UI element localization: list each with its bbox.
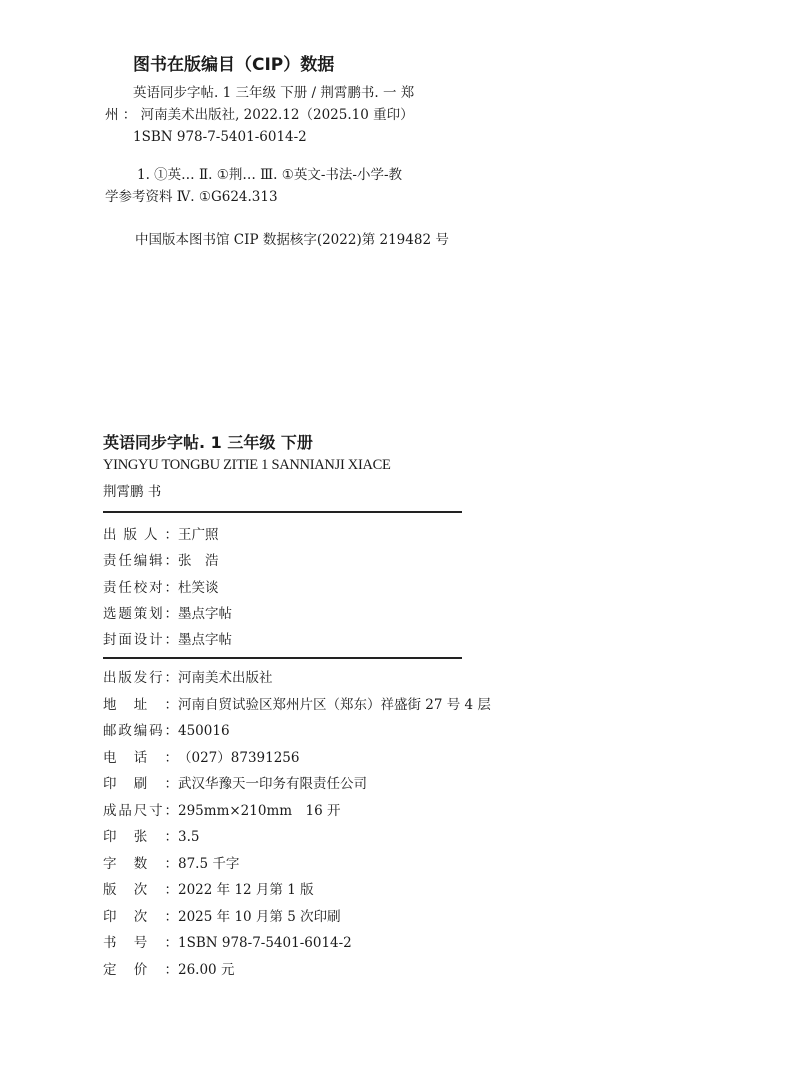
field-value: 3.5 (178, 829, 200, 845)
publication-row (103, 828, 199, 846)
cip-line: 1SBN 978-7-5401-6014-2 (133, 129, 307, 145)
field-label: 邮政编码： (103, 723, 178, 739)
field-value: 87.5 千字 (178, 855, 240, 872)
field-value: 1SBN 978-7-5401-6014-2 (178, 935, 352, 951)
field-label: 版次： (103, 882, 178, 898)
field-value: （027）87391256 (178, 749, 300, 766)
field-value: 295mm×210mm 16 开 (178, 802, 341, 819)
field-value: 河南自贸试验区郑州片区（郑东）祥盛街 27 号 4 层 (178, 696, 491, 713)
field-label: 书号： (103, 935, 178, 951)
publication-row (103, 722, 230, 740)
staff-row (103, 605, 232, 623)
book-pinyin: YINGYU TONGBU ZITIE 1 SANNIANJI XIACE (103, 457, 391, 473)
field-label: 选题策划： (103, 605, 178, 622)
field-value: 杜笑谈 (178, 579, 219, 596)
staff-row (103, 526, 219, 544)
field-label: 印刷： (103, 776, 178, 792)
cip-title: 图书在版编目（CIP）数据 (133, 55, 335, 75)
field-value: 26.00 元 (178, 961, 235, 978)
field-label: 出版人： (103, 527, 178, 543)
field-label: 成品尺寸： (103, 802, 178, 819)
field-value: 武汉华豫天一印务有限责任公司 (178, 776, 367, 792)
book-author: 荆霄鹏 书 (103, 484, 162, 500)
publication-row (103, 961, 234, 979)
field-value: 河南美术出版社 (178, 670, 273, 686)
cip-verification: 中国版本图书馆 CIP 数据核字(2022)第 219482 号 (135, 232, 449, 248)
field-value: 2022 年 12 月第 1 版 (178, 882, 314, 898)
book-title: 英语同步字帖. 1 三年级 下册 (103, 433, 313, 452)
field-label: 责任校对： (103, 579, 178, 596)
publication-row (103, 802, 341, 820)
cip-line: 英语同步字帖. 1 三年级 下册 / 荆霄鹏书. 一 郑 (133, 85, 415, 101)
cip-line: 1. ①英… Ⅱ. ①荆… Ⅲ. ①英文-书法-小学-教 (137, 167, 403, 183)
field-value: 王广照 (178, 527, 219, 543)
field-label: 责任编辑： (103, 553, 178, 570)
divider (103, 511, 462, 513)
field-label: 定价： (103, 961, 178, 978)
publication-row (103, 696, 491, 714)
cip-line: 州 ： 河南美术出版社, 2022.12（2025.10 重印） (105, 107, 414, 123)
publication-row (103, 775, 367, 793)
field-label: 印次： (103, 908, 178, 925)
field-label: 字数： (103, 855, 178, 872)
publication-row (103, 669, 273, 687)
field-label: 印张： (103, 829, 178, 845)
field-value: 450016 (178, 723, 230, 739)
field-value: 张 浩 (178, 553, 219, 570)
field-label: 电话： (103, 749, 178, 766)
publication-row (103, 749, 299, 767)
field-label: 地址： (103, 696, 178, 713)
divider (103, 657, 462, 659)
cip-line: 学参考资料 Ⅳ. ①G624.313 (105, 189, 278, 205)
staff-row (103, 552, 219, 570)
publication-row (103, 881, 314, 899)
publication-row (103, 934, 352, 952)
field-label: 封面设计： (103, 632, 178, 649)
field-value: 墨点字帖 (178, 632, 232, 649)
staff-row (103, 631, 232, 649)
publication-row (103, 855, 239, 873)
field-value: 墨点字帖 (178, 605, 232, 622)
field-label: 出版发行： (103, 670, 178, 686)
staff-row (103, 579, 219, 597)
field-value: 2025 年 10 月第 5 次印刷 (178, 908, 341, 925)
publication-row (103, 908, 341, 926)
